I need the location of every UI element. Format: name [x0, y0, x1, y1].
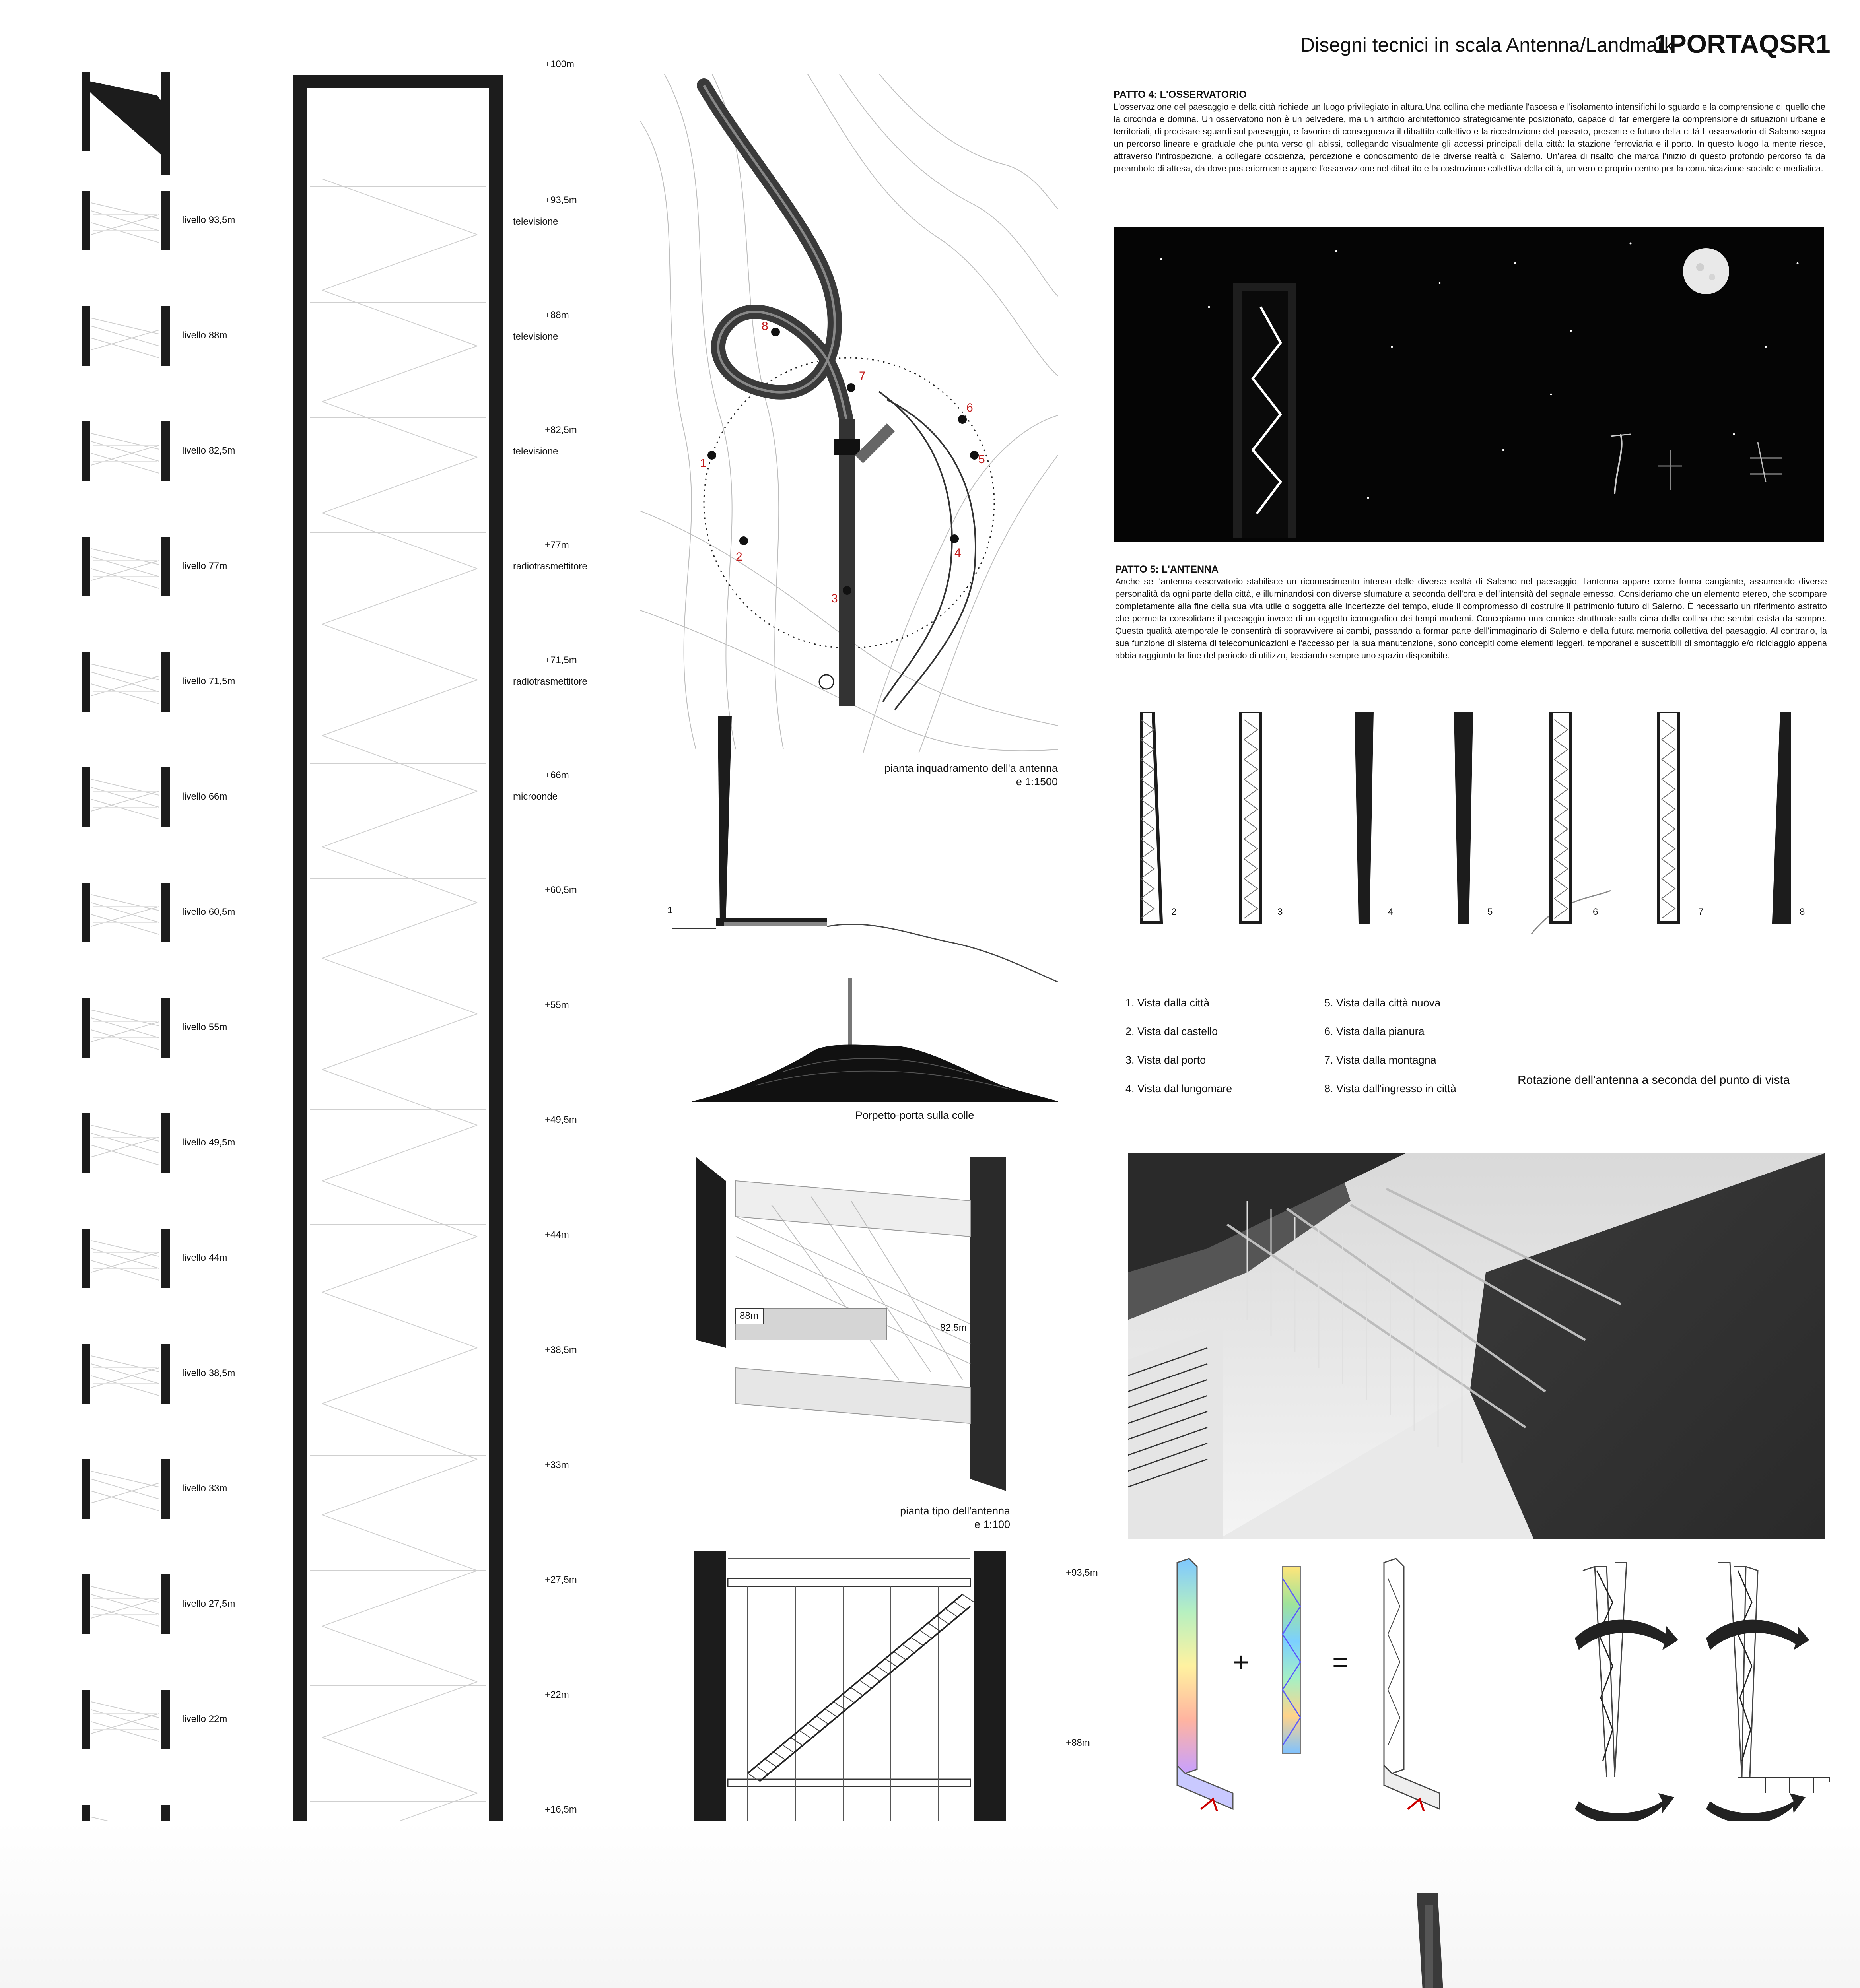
- level-label: livello 55m: [182, 1022, 227, 1033]
- level-label: livello 60,5m: [182, 907, 235, 917]
- level-label: livello 66m: [182, 791, 227, 802]
- view-2: 2. Vista dal castello: [1125, 1025, 1218, 1037]
- site-plan-map: [640, 74, 1058, 753]
- site-viewpoint-number: 5: [978, 453, 985, 466]
- site-viewpoint-number: 4: [954, 546, 961, 559]
- site-viewpoint-dot: [771, 328, 780, 336]
- plan-type-caption-line2: e 1:100: [974, 1518, 1010, 1530]
- hill-caption: Porpetto-porta sulla colle: [855, 1109, 974, 1121]
- elevation-mark: +44m: [545, 1229, 569, 1241]
- elevation-mark: +49,5m: [545, 1114, 577, 1126]
- elevation-function: televisione: [513, 331, 558, 342]
- site-viewpoint-number: 7: [859, 369, 866, 382]
- view-7: 7. Vista dalla montagna: [1324, 1054, 1436, 1066]
- level-slice: [78, 533, 173, 600]
- site-viewpoint-dot: [707, 451, 716, 460]
- view-6: 6. Vista dalla pianura: [1324, 1025, 1425, 1037]
- site-viewpoint-dot: [958, 415, 967, 424]
- site-viewpoint-number: 3: [831, 592, 838, 605]
- hill-silhouette: [684, 970, 1062, 1113]
- level-slice: [78, 994, 173, 1062]
- level-label: livello 38,5m: [182, 1368, 235, 1378]
- project-code: 1PORTAQSR1: [1654, 29, 1831, 58]
- page-subtitle: Disegni tecnici in scala Antenna/Landmark: [1300, 34, 1674, 56]
- elevation-mark: +60,5m: [545, 884, 577, 895]
- patto4-text: L'osservazione del paesaggio e della città richiede un luogo privilegiato in altura.Una collina che mediante l'ascesa e l'isolamento intensifichi lo sguardo e la comprensione di quello che la circonda e domina. Un osservatorio non è un belvedere, ma un artificio architettonico strategicamente posizionato, capace di far emergere la comprensione di situazioni urbane e territoriali, di precisare sguardi sul paesaggio, e favorire di conseguenza il dibattito collettivo e la ricostruzione del passato, presente e futuro della città L'osservatorio di Salerno segna un percorso lineare e graduale che punta verso gli abissi, collegando visualmente gli accessi principali della città: la stazione ferroviaria e il porto. In questo luogo la mente riesce, attraverso l'introspezione, a collegare coscienza, percezione e conoscimento delle diverse realtà di Salerno. Un'area di risalto che marca l'inizio di questo profondo percorso fa da preambolo di attesa, da dove posteriormente appare l'osservazione nel dibattito e la costruzione collettiva della città, un vero e proprio centro per la comunicazione sociale e mediatica.: [1114, 102, 1825, 173]
- level-label: livello 49,5m: [182, 1137, 235, 1148]
- level-label: livello 33m: [182, 1483, 227, 1494]
- rotation-view-shape: [1658, 712, 1678, 922]
- patto5-text: Anche se l'antenna-osservatorio stabilisce un riconoscimento intenso delle diverse realtà di Salerno nel paesaggio, l'antenna appare come forma cangiante, assumendo diverse personalità da ogni parte della città, e illuminandosi con diverse sfumature a seconda dell'ora e dell'intensità del segnale emesso. Consideriamo che un elemento etereo, che scompare completamente alla fine della sua vita utile o soggetta alle incertezze del tempo, elude il compromesso di costruire il patrimonio futuro di Salerno. È necessario un riferimento astratto che permetta consolidare il paesaggio invece di un oggetto iconografico dei tempi moderni. Concepiamo una cornice strutturale sulla cima della collina che sembri esista da sempre. Questa qualità atemporale le consentirà di sopravvivere ai cambi, passando a formar parte dell'immaginario di Salerno e della futura memoria collettiva del paesaggio. Al contrario, la sua funzione di sistema di telecomunicazioni e l'accesso per la sua manutenzione, sono concepiti come elementi leggeri, temporanei e suscettibili di smontaggio e/o riciclaggio appena abbia raggiunto la fine del periodo di utilizzo, lasciando sempre uno spazio disponibile.: [1115, 577, 1827, 660]
- equals-sign: =: [1332, 1646, 1349, 1677]
- site-plan-caption-line1: pianta inquadramento dell'a antenna: [884, 762, 1058, 774]
- level-label: livello 22m: [182, 1714, 227, 1724]
- level-slice: [78, 302, 173, 370]
- night-render: [1114, 227, 1824, 542]
- level-slice: [78, 1340, 173, 1408]
- level-slice: [78, 1571, 173, 1638]
- view-5: 5. Vista dalla città nuova: [1324, 997, 1441, 1009]
- rotation-diagrams: [1129, 712, 1829, 934]
- elevation-function: microonde: [513, 791, 558, 802]
- structure-lateral-diagram: [1567, 1555, 1853, 1833]
- site-viewpoint-number: 2: [736, 550, 742, 563]
- interior-render: [1128, 1153, 1825, 1539]
- elevation-mark: +33m: [545, 1459, 569, 1470]
- level-label: livello 44m: [182, 1252, 227, 1263]
- rotation-caption: Rotazione dell'antenna a seconda del punto di vista: [1518, 1074, 1790, 1087]
- view-4: 4. Vista dal lungomare: [1125, 1083, 1232, 1095]
- site-viewpoint-number: 1: [700, 457, 707, 470]
- site-viewpoint-number: 6: [966, 401, 973, 414]
- level-slice: [78, 1225, 173, 1292]
- prospect-mark-top: +93,5m: [1066, 1567, 1098, 1578]
- elevation-mark: +100m: [545, 59, 575, 70]
- level-label: livello 77m: [182, 561, 227, 571]
- rotation-number: 8: [1800, 907, 1805, 917]
- elevation-mark: +77m: [545, 540, 569, 551]
- antenna-section-small: [672, 712, 1058, 982]
- level-slice: [78, 763, 173, 831]
- elevation-drawing: [278, 60, 553, 1988]
- rotation-number: 5: [1487, 907, 1493, 917]
- elevation-mark: +93,5m: [545, 194, 577, 206]
- rotation-view-shape: [1456, 712, 1471, 922]
- elevation-mark: +88m: [545, 309, 569, 320]
- level-slice: [78, 1455, 173, 1523]
- plan-tag-right: 82,5m: [940, 1322, 967, 1333]
- level-label: livello 71,5m: [182, 676, 235, 687]
- level-label: livello 88m: [182, 330, 227, 341]
- rotation-number: 2: [1171, 907, 1177, 917]
- level-slice: [78, 1109, 173, 1177]
- level-label: livello 27,5m: [182, 1598, 235, 1609]
- elevation-mark: +66m: [545, 769, 569, 780]
- elevation-function: radiotrasmettitore: [513, 561, 587, 572]
- site-viewpoint-dot: [950, 534, 959, 543]
- level-slice: [78, 1686, 173, 1753]
- plan-type-caption: [756, 1504, 1010, 1531]
- level-slice: [78, 187, 173, 254]
- view-1: 1. Vista dalla città: [1125, 997, 1210, 1009]
- elevation-function: televisione: [513, 216, 558, 227]
- rotation-number: 3: [1277, 907, 1283, 917]
- structure-stress-diagram: [1153, 1555, 1456, 1841]
- rotation-view-shape: [1241, 712, 1261, 922]
- site-viewpoint-dot: [739, 536, 748, 545]
- views-col1: [1125, 988, 1232, 1103]
- elevation-mark: +16,5m: [545, 1804, 577, 1815]
- plan-type-caption-line1: pianta tipo dell'antenna: [900, 1505, 1010, 1517]
- view-3: 3. Vista dal porto: [1125, 1054, 1206, 1066]
- elevation-mark: +22m: [545, 1689, 569, 1701]
- rotation-number: 7: [1698, 907, 1704, 917]
- level-slice: [78, 417, 173, 485]
- level-label: livello 93,5m: [182, 215, 235, 225]
- rotation-view-shape: [1551, 712, 1571, 922]
- rotation-number: 4: [1388, 907, 1394, 917]
- elevation-mark: +55m: [545, 1000, 569, 1011]
- plan-tag-left: 88m: [740, 1310, 758, 1321]
- site-viewpoint-dot: [847, 383, 855, 392]
- patto4-title: PATTO 4: L'OSSERVATORIO: [1114, 89, 1247, 100]
- rotation-number: 6: [1593, 907, 1598, 917]
- landscape-photomontage: [0, 1821, 1860, 1988]
- elevation-mark: +27,5m: [545, 1574, 577, 1586]
- view-8: 8. Vista dall'ingresso in città: [1324, 1083, 1456, 1095]
- elevation-mark: +71,5m: [545, 654, 577, 666]
- elevation-function: radiotrasmettitore: [513, 676, 587, 687]
- elevation-mark: +82,5m: [545, 425, 577, 436]
- prospect-mark-bottom: +88m: [1066, 1738, 1090, 1748]
- views-col2: [1324, 988, 1456, 1103]
- patto5-title: PATTO 5: L'ANTENNA: [1115, 564, 1219, 575]
- site-viewpoint-number: 8: [762, 320, 768, 333]
- plus-sign: +: [1233, 1646, 1249, 1677]
- site-plan-caption-line2: e 1:1500: [1016, 776, 1058, 788]
- patto5-block: [1115, 564, 1827, 662]
- site-viewpoint-dot: [970, 451, 979, 460]
- level-label: livello 82,5m: [182, 445, 235, 456]
- rotation-view-shape: [1774, 712, 1790, 922]
- elevation-mark: +38,5m: [545, 1344, 577, 1355]
- elevation-function: televisione: [513, 446, 558, 457]
- prospect-type-drawing: [692, 1551, 1010, 1825]
- level-slice: [78, 879, 173, 946]
- level-slice: [78, 648, 173, 716]
- site-viewpoint-dot: [843, 586, 851, 595]
- section-label-1: 1: [667, 905, 673, 916]
- patto4-block: [1114, 89, 1825, 175]
- level-cap: [78, 72, 173, 175]
- rotation-view-shape: [1356, 712, 1372, 922]
